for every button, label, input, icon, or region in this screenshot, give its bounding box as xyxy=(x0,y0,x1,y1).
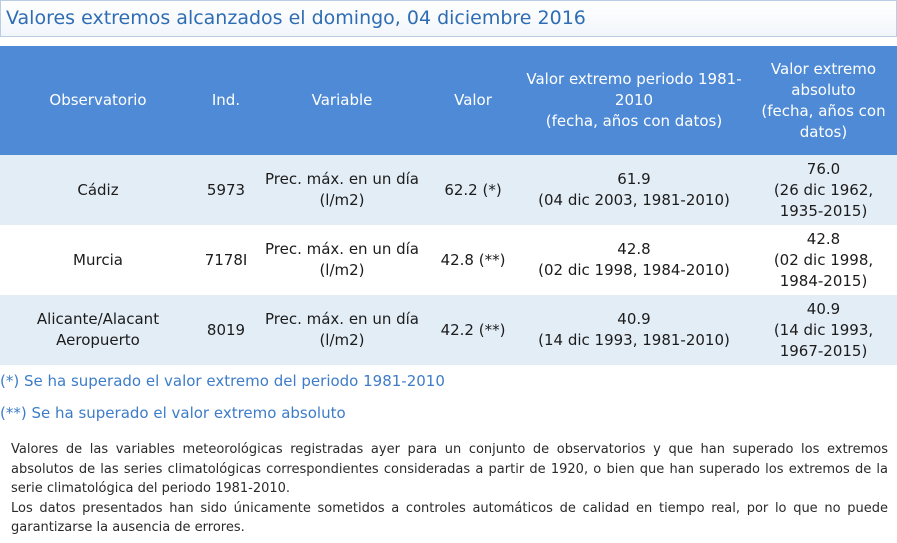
header-observatorio: Observatorio xyxy=(0,46,196,155)
description xyxy=(11,440,888,538)
title-bar xyxy=(0,0,897,37)
cell-ind: 8019 xyxy=(196,295,256,365)
page-title: Valores extremos alcanzados el domingo, 04 diciembre 2016 xyxy=(6,7,586,29)
extremes-table xyxy=(0,46,897,365)
cell-variable: Prec. máx. en un día (l/m2) xyxy=(256,295,428,365)
table-row xyxy=(0,295,897,365)
header-extremo-absoluto-label: Valor extremo absoluto xyxy=(770,59,877,99)
header-extremo-absoluto-sub: (fecha, años con datos) xyxy=(761,101,886,141)
cell-ind: 7178I xyxy=(196,225,256,295)
cell-observatorio: Murcia xyxy=(0,225,196,295)
cell-extremo-periodo xyxy=(518,225,750,295)
table-row xyxy=(0,155,897,225)
cell-absoluto-fecha: (14 dic 1993, 1967-2015) xyxy=(773,320,874,360)
cell-periodo-fecha: (02 dic 1998, 1984-2010) xyxy=(538,261,730,279)
footnote-absoluto: (**) Se ha superado el valor extremo absoluto xyxy=(0,404,346,422)
description-paragraph: Valores de las variables meteorológicas registradas ayer para un conjunto de observatorios y que han superado los extremos absolutos de las series climatológicas correspondientes consideradas a partir de 1920, o bien que han superado los extremos de la serie climatológica del periodo 1981-2010. xyxy=(11,442,888,496)
footnote-periodo: (*) Se ha superado el valor extremo del periodo 1981-2010 xyxy=(0,372,445,390)
header-ind: Ind. xyxy=(196,46,256,155)
header-valor: Valor xyxy=(428,46,518,155)
cell-absoluto-valor: 76.0 xyxy=(806,159,841,178)
disclaimer-paragraph: Los datos presentados han sido únicamente sometidos a controles automáticos de calidad en tiempo real, por lo que no puede garantizarse la ausencia de errores. xyxy=(11,500,888,535)
header-extremo-periodo-sub: (fecha, años con datos) xyxy=(545,112,723,130)
cell-absoluto-valor: 40.9 xyxy=(806,299,841,318)
cell-variable: Prec. máx. en un día (l/m2) xyxy=(256,155,428,225)
cell-periodo-valor: 40.9 xyxy=(617,310,651,328)
cell-extremo-periodo xyxy=(518,295,750,365)
header-variable: Variable xyxy=(256,46,428,155)
cell-valor: 42.8 (**) xyxy=(428,225,518,295)
cell-valor: 62.2 (*) xyxy=(428,155,518,225)
cell-extremo-absoluto xyxy=(750,225,897,295)
cell-valor: 42.2 (**) xyxy=(428,295,518,365)
cell-absoluto-fecha: (26 dic 1962, 1935-2015) xyxy=(773,180,874,220)
cell-extremo-absoluto xyxy=(750,155,897,225)
cell-variable: Prec. máx. en un día (l/m2) xyxy=(256,225,428,295)
cell-ind: 5973 xyxy=(196,155,256,225)
cell-periodo-valor: 42.8 xyxy=(617,240,651,258)
header-extremo-periodo xyxy=(518,46,750,155)
cell-absoluto-valor: 42.8 xyxy=(806,229,841,248)
cell-periodo-fecha: (14 dic 1993, 1981-2010) xyxy=(538,331,730,349)
cell-observatorio: Alicante/Alacant Aeropuerto xyxy=(0,295,196,365)
header-extremo-absoluto xyxy=(750,46,897,155)
cell-periodo-valor: 61.9 xyxy=(617,170,651,188)
header-extremo-periodo-label: Valor extremo periodo 1981-2010 xyxy=(526,70,742,109)
cell-periodo-fecha: (04 dic 2003, 1981-2010) xyxy=(538,191,730,209)
table-header-row xyxy=(0,46,897,155)
cell-extremo-periodo xyxy=(518,155,750,225)
cell-extremo-absoluto xyxy=(750,295,897,365)
cell-absoluto-fecha: (02 dic 1998, 1984-2015) xyxy=(773,250,874,290)
table-row xyxy=(0,225,897,295)
cell-observatorio: Cádiz xyxy=(0,155,196,225)
